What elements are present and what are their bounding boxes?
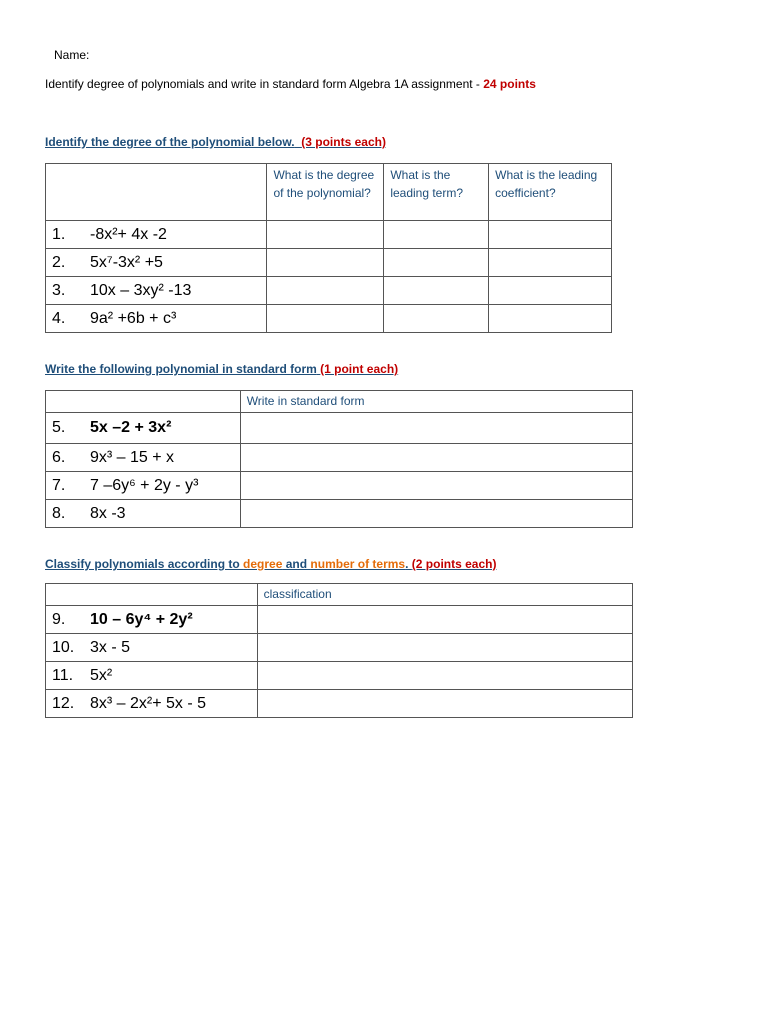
section3-degree-word: degree — [243, 557, 283, 571]
table-row — [46, 500, 633, 528]
section3-dot: . — [405, 557, 412, 571]
polynomial-expression: 9a² +6b + c³ — [90, 309, 177, 327]
table-row — [46, 277, 612, 305]
problem-cell — [46, 249, 267, 277]
table-row — [46, 690, 633, 718]
polynomial-expression: 5x² — [90, 666, 113, 684]
col-standard-form-header: Write in standard form — [240, 391, 632, 413]
table-row — [46, 444, 633, 472]
problem-number: 10. — [52, 638, 75, 656]
standard-form-answer-cell[interactable] — [240, 444, 632, 472]
section3-points: (2 points each) — [411, 557, 497, 571]
problem-number: 11. — [52, 666, 74, 684]
degree-answer-cell[interactable] — [267, 305, 384, 333]
leading-term-answer-cell[interactable] — [384, 249, 489, 277]
leading-coefficient-answer-cell[interactable] — [489, 305, 612, 333]
assignment-text: Identify degree of polynomials and write in standard form Algebra 1A assignment - — [45, 77, 484, 91]
degree-table — [45, 163, 612, 333]
standard-form-answer-cell[interactable] — [240, 500, 632, 528]
problem-number: 7. — [52, 476, 66, 494]
table-row — [46, 606, 633, 634]
degree-answer-cell[interactable] — [267, 221, 384, 249]
empty-header-cell — [46, 584, 258, 606]
leading-term-answer-cell[interactable] — [384, 305, 489, 333]
problem-number: 6. — [52, 448, 66, 466]
leading-coefficient-answer-cell[interactable] — [489, 249, 612, 277]
problem-number: 8. — [52, 504, 66, 522]
col-classification-header: classification — [257, 584, 632, 606]
section1-title: Identify the degree of the polynomial below. — [45, 135, 295, 149]
leading-coefficient-answer-cell[interactable] — [489, 221, 612, 249]
col-leading-term-header: What is the leading term? — [384, 164, 489, 221]
section3-heading — [45, 557, 496, 571]
polynomial-expression: 9x³ – 15 + x — [90, 448, 175, 466]
problem-cell — [46, 413, 241, 444]
problem-cell — [46, 305, 267, 333]
problem-number: 5. — [52, 419, 66, 436]
table-header-row — [46, 391, 633, 413]
section2-heading — [45, 362, 398, 376]
table-row — [46, 221, 612, 249]
degree-answer-cell[interactable] — [267, 277, 384, 305]
empty-header-cell — [46, 391, 241, 413]
problem-cell — [46, 277, 267, 305]
classification-answer-cell[interactable] — [257, 690, 632, 718]
table-header-row — [46, 164, 612, 221]
polynomial-expression: 3x - 5 — [90, 638, 131, 656]
problem-number: 9. — [52, 610, 66, 628]
table-row — [46, 249, 612, 277]
polynomial-expression: 10x – 3xy² -13 — [90, 281, 192, 299]
standard-form-answer-cell[interactable] — [240, 472, 632, 500]
problem-cell — [46, 500, 241, 528]
section2-points: (1 point each) — [320, 362, 399, 376]
classification-answer-cell[interactable] — [257, 634, 632, 662]
table-row — [46, 634, 633, 662]
polynomial-expression: 8x -3 — [90, 504, 126, 522]
problem-cell — [46, 472, 241, 500]
section3-terms-word: number of terms — [310, 557, 406, 571]
polynomial-expression: 7 –6y⁶ + 2y - y³ — [90, 476, 199, 494]
problem-cell — [46, 221, 267, 249]
problem-cell — [46, 606, 258, 634]
section2-title: Write the following polynomial in standard form — [45, 362, 317, 376]
table-row — [46, 413, 633, 444]
leading-term-answer-cell[interactable] — [384, 221, 489, 249]
problem-cell — [46, 690, 258, 718]
degree-answer-cell[interactable] — [267, 249, 384, 277]
assignment-points: 24 points — [483, 77, 536, 91]
problem-number: 12. — [52, 694, 75, 712]
table-row — [46, 305, 612, 333]
classification-answer-cell[interactable] — [257, 662, 632, 690]
standard-form-answer-cell[interactable] — [240, 413, 632, 444]
polynomial-expression: 8x³ – 2x²+ 5x - 5 — [90, 694, 207, 712]
section1-heading — [45, 135, 386, 149]
polynomial-expression: 10 – 6y⁴ + 2y² — [90, 610, 193, 628]
polynomial-expression: 5x –2 + 3x² — [90, 419, 172, 436]
problem-cell — [46, 634, 258, 662]
classification-table — [45, 583, 633, 718]
problem-number: 4. — [52, 309, 66, 327]
section1-points: (3 points each) — [301, 135, 386, 149]
table-row — [46, 662, 633, 690]
leading-term-answer-cell[interactable] — [384, 277, 489, 305]
problem-cell — [46, 444, 241, 472]
leading-coefficient-answer-cell[interactable] — [489, 277, 612, 305]
polynomial-expression: 5x⁷-3x² +5 — [90, 253, 163, 271]
section3-and-word: and — [282, 557, 311, 571]
col-degree-header: What is the degree of the polynomial? — [267, 164, 384, 221]
problem-number: 3. — [52, 281, 66, 299]
assignment-title — [45, 77, 536, 91]
col-leading-coefficient-header: What is the leading coefficient? — [489, 164, 612, 221]
problem-cell — [46, 662, 258, 690]
problem-number: 2. — [52, 253, 66, 271]
table-row — [46, 472, 633, 500]
classification-answer-cell[interactable] — [257, 606, 632, 634]
standard-form-table — [45, 390, 633, 528]
empty-header-cell — [46, 164, 267, 221]
problem-number: 1. — [52, 225, 66, 243]
polynomial-expression: -8x²+ 4x -2 — [90, 225, 167, 243]
table-header-row — [46, 584, 633, 606]
name-label: Name: — [54, 48, 90, 62]
section3-title: Classify polynomials according to — [45, 557, 244, 571]
